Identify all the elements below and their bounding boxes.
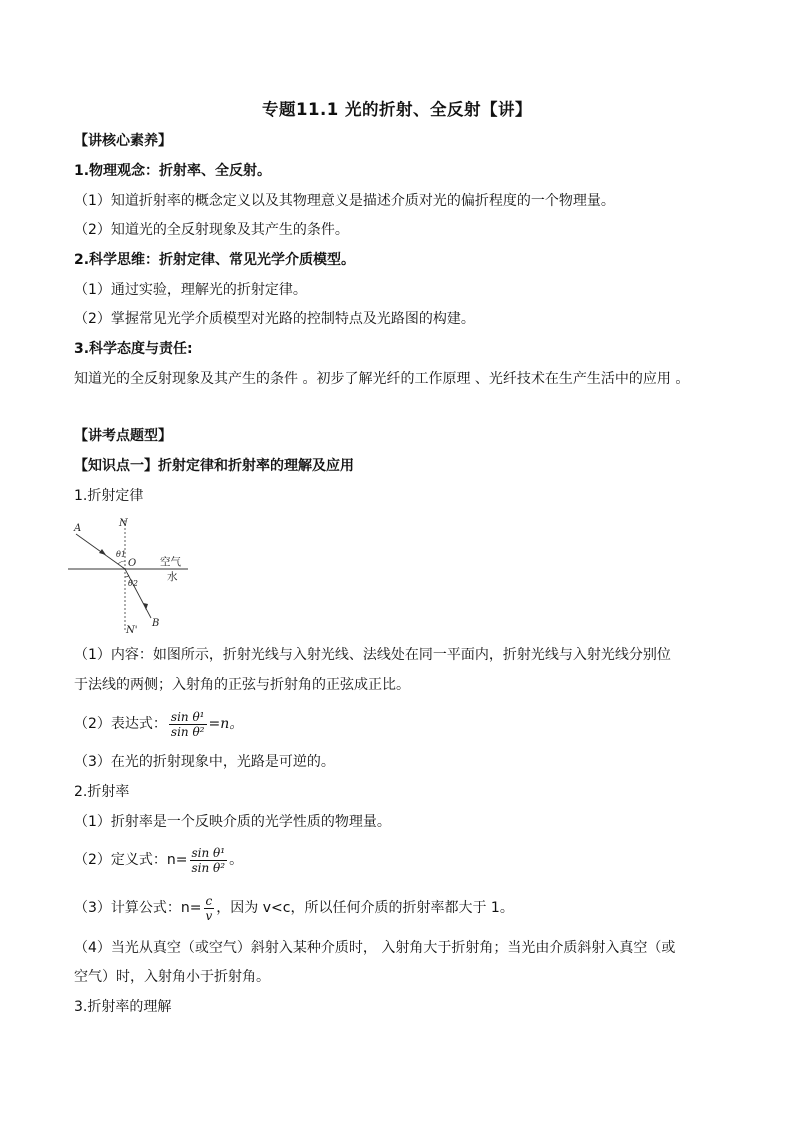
refracted-ray bbox=[125, 569, 151, 618]
section-header-exam-points: 【讲考点题型】 bbox=[74, 428, 172, 444]
calculation-prefix: （3）计算公式：n= bbox=[74, 900, 202, 916]
heading-physics-concept: 1.物理观念：折射率、全反射。 bbox=[74, 163, 272, 179]
expression-line bbox=[74, 706, 243, 742]
label-air: 空气 bbox=[160, 556, 181, 568]
text-line: （1）知道折射率的概念定义以及其物理意义是描述介质对光的偏折程度的一个物理量。 bbox=[74, 193, 615, 209]
definition-line bbox=[74, 842, 243, 878]
label-B: B bbox=[152, 618, 160, 629]
text-line: （2）掌握常见光学介质模型对光路的控制特点及光路图的构建。 bbox=[74, 311, 475, 327]
theta1-arc bbox=[118, 561, 125, 564]
definition-suffix: 。 bbox=[229, 852, 244, 868]
label-Nprime: N' bbox=[126, 625, 138, 636]
subheading-ri-understanding: 3.折射率的理解 bbox=[74, 999, 172, 1015]
ri-line-4b: 空气）时，入射角小于折射角。 bbox=[74, 969, 270, 985]
label-water: 水 bbox=[167, 571, 178, 583]
heading-scientific-thinking: 2.科学思维：折射定律、常见光学介质模型。 bbox=[74, 252, 356, 268]
calculation-suffix: ，因为 v<c，所以任何介质的折射率都大于 1。 bbox=[216, 900, 514, 916]
fraction-numerator: sin θ¹ bbox=[170, 709, 205, 724]
fraction-numerator: c bbox=[204, 894, 215, 909]
ri-line-4a: （4）当光从真空（或空气）斜射入某种介质时， 入射角大于折射角；当光由介质斜射入真空（或 bbox=[74, 940, 676, 956]
page-title: 专题11.1 光的折射、全反射【讲】 bbox=[262, 100, 532, 119]
expression-fraction bbox=[169, 710, 207, 739]
heading-scientific-attitude: 3.科学态度与责任: bbox=[74, 341, 193, 357]
label-A: A bbox=[74, 523, 82, 534]
text-line: （2）知道光的全反射现象及其产生的条件。 bbox=[74, 222, 349, 238]
fraction-denominator: v bbox=[205, 908, 213, 923]
label-O: O bbox=[128, 558, 137, 569]
fraction-numerator: sin θ¹ bbox=[191, 845, 226, 860]
definition-fraction bbox=[190, 846, 228, 875]
refraction-diagram bbox=[66, 514, 196, 638]
fraction-denominator: sin θ² bbox=[191, 860, 226, 875]
expression-suffix: =n。 bbox=[208, 716, 244, 732]
label-theta2: θ2 bbox=[128, 579, 138, 588]
subheading-refraction-law: 1.折射定律 bbox=[74, 488, 144, 504]
subheading-refractive-index: 2.折射率 bbox=[74, 784, 130, 800]
knowledge-point-heading: 【知识点一】折射定律和折射率的理解及应用 bbox=[74, 458, 354, 474]
calculation-fraction bbox=[204, 894, 215, 923]
section-header-core-literacy: 【讲核心素养】 bbox=[74, 133, 172, 149]
refracted-arrow-icon bbox=[143, 603, 148, 610]
expression-prefix: （2）表达式： bbox=[74, 716, 167, 732]
ri-line-1: （1）折射率是一个反映介质的光学性质的物理量。 bbox=[74, 814, 391, 830]
definition-prefix: （2）定义式：n= bbox=[74, 852, 188, 868]
text-line: 知道光的全反射现象及其产生的条件 。初步了解光纤的工作原理 、光纤技术在生产生活中的应用 。 bbox=[74, 371, 690, 387]
calculation-line bbox=[74, 890, 514, 926]
text-line: （1）通过实验，理解光的折射定律。 bbox=[74, 282, 307, 298]
content-line-2: 于法线的两侧；入射角的正弦与折射角的正弦成正比。 bbox=[74, 677, 410, 693]
fraction-denominator: sin θ² bbox=[170, 724, 205, 739]
label-N: N bbox=[119, 518, 128, 529]
reversible-line: （3）在光的折射现象中，光路是可逆的。 bbox=[74, 754, 335, 770]
label-theta1: θ1 bbox=[116, 550, 126, 559]
content-line-1: （1）内容：如图所示，折射光线与入射光线、法线处在同一平面内，折射光线与入射光线分别位 bbox=[74, 647, 671, 663]
incident-arrow-icon bbox=[99, 549, 106, 555]
